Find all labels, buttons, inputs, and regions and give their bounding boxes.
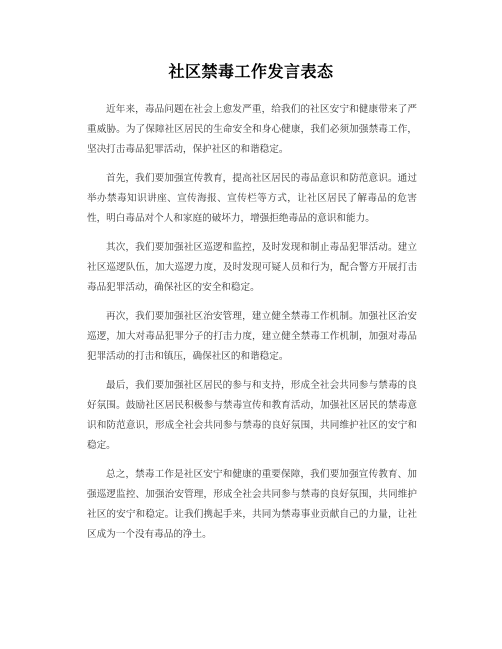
paragraph-last: 最后，我们要加强社区居民的参与和支持，形成全社会共同参与禁毒的良好氛围。鼓励社区居民积极参与禁毒宣传和教育活动，加强社区居民的禁毒意识和防范意识，形成全社会共同参与禁毒的良好氛围，共同维护社区的安宁和稳定。 [87, 380, 417, 451]
paragraph-second: 其次，我们要加强社区巡逻和监控，及时发现和制止毒品犯罪活动。建立社区巡逻队伍，加大巡逻力度，及时发现可疑人员和行为，配合警方开展打击毒品犯罪活动，确保社区的安全和稳定。 [87, 242, 417, 293]
paragraph-intro: 近年来，毒品问题在社会上愈发严重，给我们的社区安宁和健康带来了严重威胁。为了保障社区居民的生命安全和身心健康，我们必须加强禁毒工作，坚决打击毒品犯罪活动，保护社区的和谐稳定。 [87, 104, 417, 155]
paragraph-third: 再次，我们要加强社区治安管理，建立健全禁毒工作机制。加强社区治安巡逻，加大对毒品犯罪分子的打击力度，建立健全禁毒工作机制，加强对毒品犯罪活动的打击和镇压，确保社区的和谐稳定。 [87, 311, 417, 362]
paragraph-first: 首先，我们要加强宣传教育，提高社区居民的毒品意识和防范意识。通过举办禁毒知识讲座、宣传海报、宣传栏等方式，让社区居民了解毒品的危害性，明白毒品对个人和家庭的破坏力，增强拒绝毒品的意识和能力。 [87, 173, 417, 224]
document-title: 社区禁毒工作发言表态 [168, 62, 334, 81]
document-body [87, 100, 417, 554]
paragraph-conclusion: 总之，禁毒工作是社区安宁和健康的重要保障，我们要加强宣传教育、加强巡逻监控、加强治安管理，形成全社会共同参与禁毒的良好氛围，共同维护社区的安宁和稳定。让我们携起手来，共同为禁毒事业贡献自己的力量，让社区成为一个没有毒品的净土。 [87, 469, 417, 540]
